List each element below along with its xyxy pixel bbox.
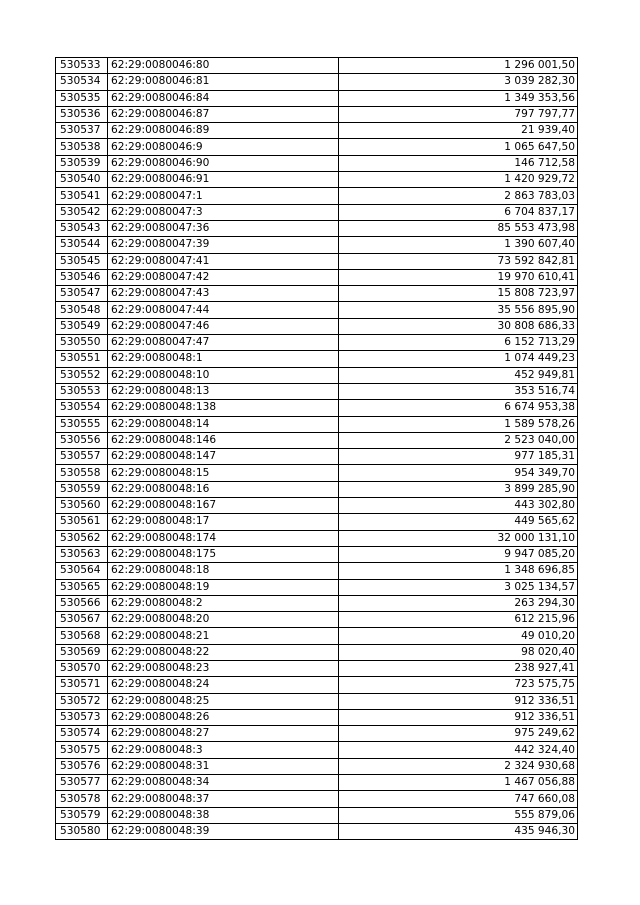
table-row xyxy=(56,791,578,807)
cadastral-value-cell: 6 152 713,29 xyxy=(339,335,578,351)
cadastral-value-cell: 449 565,62 xyxy=(339,514,578,530)
table-row xyxy=(56,726,578,742)
cadastral-number-cell: 62:29:0080048:25 xyxy=(108,693,339,709)
row-number-cell: 530544 xyxy=(56,237,108,253)
row-number-cell: 530572 xyxy=(56,693,108,709)
row-number-cell: 530568 xyxy=(56,628,108,644)
table-row xyxy=(56,139,578,155)
cadastral-value-cell: 238 927,41 xyxy=(339,660,578,676)
cadastral-value-cell: 1 589 578,26 xyxy=(339,416,578,432)
row-number-cell: 530539 xyxy=(56,155,108,171)
cadastral-number-cell: 62:29:0080046:80 xyxy=(108,58,339,74)
cadastral-number-cell: 62:29:0080048:10 xyxy=(108,367,339,383)
cadastral-value-cell: 9 947 085,20 xyxy=(339,546,578,562)
cadastral-value-cell: 1 074 449,23 xyxy=(339,351,578,367)
cadastral-value-cell: 85 553 473,98 xyxy=(339,220,578,236)
cadastral-value-cell: 975 249,62 xyxy=(339,726,578,742)
cadastral-value-cell: 32 000 131,10 xyxy=(339,530,578,546)
row-number-cell: 530543 xyxy=(56,220,108,236)
cadastral-value-cell: 1 467 056,88 xyxy=(339,775,578,791)
table-row xyxy=(56,58,578,74)
row-number-cell: 530559 xyxy=(56,481,108,497)
row-number-cell: 530551 xyxy=(56,351,108,367)
row-number-cell: 530553 xyxy=(56,383,108,399)
table-row xyxy=(56,123,578,139)
cadastral-number-cell: 62:29:0080047:3 xyxy=(108,204,339,220)
table-row xyxy=(56,383,578,399)
cadastral-number-cell: 62:29:0080048:23 xyxy=(108,660,339,676)
cadastral-number-cell: 62:29:0080048:17 xyxy=(108,514,339,530)
row-number-cell: 530558 xyxy=(56,465,108,481)
table-row xyxy=(56,400,578,416)
cadastral-number-cell: 62:29:0080048:3 xyxy=(108,742,339,758)
table-row xyxy=(56,693,578,709)
table-row xyxy=(56,677,578,693)
row-number-cell: 530545 xyxy=(56,253,108,269)
cadastral-value-cell: 30 808 686,33 xyxy=(339,318,578,334)
table-row xyxy=(56,155,578,171)
cadastral-number-cell: 62:29:0080048:16 xyxy=(108,481,339,497)
cadastral-value-cell: 21 939,40 xyxy=(339,123,578,139)
table-body xyxy=(56,58,578,840)
row-number-cell: 530566 xyxy=(56,595,108,611)
row-number-cell: 530560 xyxy=(56,498,108,514)
cadastral-value-cell: 146 712,58 xyxy=(339,155,578,171)
cadastral-number-cell: 62:29:0080048:38 xyxy=(108,807,339,823)
cadastral-value-cell: 1 349 353,56 xyxy=(339,90,578,106)
row-number-cell: 530570 xyxy=(56,660,108,676)
cadastral-number-cell: 62:29:0080047:1 xyxy=(108,188,339,204)
row-number-cell: 530547 xyxy=(56,286,108,302)
cadastral-value-cell: 723 575,75 xyxy=(339,677,578,693)
cadastral-number-cell: 62:29:0080048:1 xyxy=(108,351,339,367)
cadastral-number-cell: 62:29:0080048:19 xyxy=(108,579,339,595)
row-number-cell: 530564 xyxy=(56,563,108,579)
cadastral-number-cell: 62:29:0080047:47 xyxy=(108,335,339,351)
table-row xyxy=(56,286,578,302)
row-number-cell: 530546 xyxy=(56,269,108,285)
row-number-cell: 530533 xyxy=(56,58,108,74)
cadastral-value-cell: 747 660,08 xyxy=(339,791,578,807)
cadastral-value-cell: 1 348 696,85 xyxy=(339,563,578,579)
table-row xyxy=(56,237,578,253)
table-row xyxy=(56,90,578,106)
cadastral-number-cell: 62:29:0080048:15 xyxy=(108,465,339,481)
cadastral-value-cell: 6 674 953,38 xyxy=(339,400,578,416)
cadastral-value-cell: 1 296 001,50 xyxy=(339,58,578,74)
cadastral-value-cell: 1 065 647,50 xyxy=(339,139,578,155)
row-number-cell: 530573 xyxy=(56,709,108,725)
cadastral-value-cell: 452 949,81 xyxy=(339,367,578,383)
cadastral-value-cell: 442 324,40 xyxy=(339,742,578,758)
table-row xyxy=(56,758,578,774)
cadastral-number-cell: 62:29:0080048:22 xyxy=(108,644,339,660)
cadastral-number-cell: 62:29:0080047:42 xyxy=(108,269,339,285)
cadastral-number-cell: 62:29:0080048:21 xyxy=(108,628,339,644)
row-number-cell: 530555 xyxy=(56,416,108,432)
row-number-cell: 530554 xyxy=(56,400,108,416)
cadastral-number-cell: 62:29:0080048:175 xyxy=(108,546,339,562)
cadastral-number-cell: 62:29:0080048:34 xyxy=(108,775,339,791)
cadastral-value-cell: 3 899 285,90 xyxy=(339,481,578,497)
cadastral-value-cell: 954 349,70 xyxy=(339,465,578,481)
row-number-cell: 530549 xyxy=(56,318,108,334)
cadastral-value-cell: 3 039 282,30 xyxy=(339,74,578,90)
cadastral-number-cell: 62:29:0080048:146 xyxy=(108,432,339,448)
cadastral-number-cell: 62:29:0080048:138 xyxy=(108,400,339,416)
cadastral-number-cell: 62:29:0080046:87 xyxy=(108,106,339,122)
cadastral-number-cell: 62:29:0080048:37 xyxy=(108,791,339,807)
cadastral-value-cell: 2 523 040,00 xyxy=(339,432,578,448)
cadastral-number-cell: 62:29:0080048:27 xyxy=(108,726,339,742)
table-row xyxy=(56,188,578,204)
cadastral-value-table xyxy=(55,57,578,840)
table-row xyxy=(56,807,578,823)
row-number-cell: 530563 xyxy=(56,546,108,562)
row-number-cell: 530534 xyxy=(56,74,108,90)
table-row xyxy=(56,253,578,269)
cadastral-number-cell: 62:29:0080046:90 xyxy=(108,155,339,171)
cadastral-value-cell: 797 797,77 xyxy=(339,106,578,122)
table-row xyxy=(56,449,578,465)
cadastral-value-cell: 443 302,80 xyxy=(339,498,578,514)
table-row xyxy=(56,644,578,660)
cadastral-value-cell: 6 704 837,17 xyxy=(339,204,578,220)
table-row xyxy=(56,481,578,497)
row-number-cell: 530537 xyxy=(56,123,108,139)
cadastral-value-cell: 977 185,31 xyxy=(339,449,578,465)
cadastral-number-cell: 62:29:0080048:18 xyxy=(108,563,339,579)
row-number-cell: 530579 xyxy=(56,807,108,823)
cadastral-number-cell: 62:29:0080048:26 xyxy=(108,709,339,725)
cadastral-value-cell: 98 020,40 xyxy=(339,644,578,660)
cadastral-value-cell: 353 516,74 xyxy=(339,383,578,399)
table-row xyxy=(56,335,578,351)
table-row xyxy=(56,432,578,448)
cadastral-value-cell: 435 946,30 xyxy=(339,823,578,839)
table-row xyxy=(56,74,578,90)
cadastral-number-cell: 62:29:0080047:44 xyxy=(108,302,339,318)
cadastral-value-cell: 35 556 895,90 xyxy=(339,302,578,318)
cadastral-value-cell: 612 215,96 xyxy=(339,612,578,628)
row-number-cell: 530575 xyxy=(56,742,108,758)
row-number-cell: 530540 xyxy=(56,172,108,188)
cadastral-number-cell: 62:29:0080046:9 xyxy=(108,139,339,155)
cadastral-number-cell: 62:29:0080047:36 xyxy=(108,220,339,236)
row-number-cell: 530542 xyxy=(56,204,108,220)
cadastral-value-cell: 1 390 607,40 xyxy=(339,237,578,253)
table-row xyxy=(56,530,578,546)
table-row xyxy=(56,367,578,383)
row-number-cell: 530576 xyxy=(56,758,108,774)
row-number-cell: 530578 xyxy=(56,791,108,807)
table-row xyxy=(56,220,578,236)
table-row xyxy=(56,660,578,676)
table-row xyxy=(56,351,578,367)
cadastral-value-cell: 1 420 929,72 xyxy=(339,172,578,188)
table-row xyxy=(56,709,578,725)
row-number-cell: 530571 xyxy=(56,677,108,693)
row-number-cell: 530541 xyxy=(56,188,108,204)
table-row xyxy=(56,318,578,334)
table-row xyxy=(56,204,578,220)
row-number-cell: 530569 xyxy=(56,644,108,660)
cadastral-value-cell: 555 879,06 xyxy=(339,807,578,823)
cadastral-number-cell: 62:29:0080048:31 xyxy=(108,758,339,774)
row-number-cell: 530577 xyxy=(56,775,108,791)
cadastral-value-cell: 15 808 723,97 xyxy=(339,286,578,302)
cadastral-value-cell: 49 010,20 xyxy=(339,628,578,644)
row-number-cell: 530565 xyxy=(56,579,108,595)
cadastral-number-cell: 62:29:0080048:39 xyxy=(108,823,339,839)
cadastral-value-cell: 73 592 842,81 xyxy=(339,253,578,269)
row-number-cell: 530535 xyxy=(56,90,108,106)
table-row xyxy=(56,172,578,188)
cadastral-number-cell: 62:29:0080048:2 xyxy=(108,595,339,611)
cadastral-number-cell: 62:29:0080048:24 xyxy=(108,677,339,693)
cadastral-number-cell: 62:29:0080047:39 xyxy=(108,237,339,253)
cadastral-value-cell: 912 336,51 xyxy=(339,693,578,709)
table-row xyxy=(56,416,578,432)
table-row xyxy=(56,742,578,758)
cadastral-number-cell: 62:29:0080046:91 xyxy=(108,172,339,188)
row-number-cell: 530580 xyxy=(56,823,108,839)
cadastral-number-cell: 62:29:0080048:13 xyxy=(108,383,339,399)
table-row xyxy=(56,563,578,579)
table-row xyxy=(56,823,578,839)
row-number-cell: 530562 xyxy=(56,530,108,546)
table-row xyxy=(56,465,578,481)
cadastral-number-cell: 62:29:0080048:167 xyxy=(108,498,339,514)
cadastral-value-cell: 912 336,51 xyxy=(339,709,578,725)
cadastral-number-cell: 62:29:0080047:46 xyxy=(108,318,339,334)
table-row xyxy=(56,595,578,611)
cadastral-value-cell: 3 025 134,57 xyxy=(339,579,578,595)
cadastral-number-cell: 62:29:0080047:41 xyxy=(108,253,339,269)
row-number-cell: 530567 xyxy=(56,612,108,628)
table-row xyxy=(56,269,578,285)
row-number-cell: 530557 xyxy=(56,449,108,465)
row-number-cell: 530548 xyxy=(56,302,108,318)
table-row xyxy=(56,612,578,628)
cadastral-number-cell: 62:29:0080048:174 xyxy=(108,530,339,546)
cadastral-number-cell: 62:29:0080046:81 xyxy=(108,74,339,90)
table-row xyxy=(56,514,578,530)
row-number-cell: 530556 xyxy=(56,432,108,448)
row-number-cell: 530552 xyxy=(56,367,108,383)
table-row xyxy=(56,106,578,122)
row-number-cell: 530561 xyxy=(56,514,108,530)
cadastral-number-cell: 62:29:0080048:147 xyxy=(108,449,339,465)
table-row xyxy=(56,546,578,562)
cadastral-value-cell: 19 970 610,41 xyxy=(339,269,578,285)
row-number-cell: 530550 xyxy=(56,335,108,351)
cadastral-value-cell: 2 863 783,03 xyxy=(339,188,578,204)
cadastral-number-cell: 62:29:0080046:84 xyxy=(108,90,339,106)
row-number-cell: 530536 xyxy=(56,106,108,122)
table-row xyxy=(56,628,578,644)
table-row xyxy=(56,775,578,791)
cadastral-number-cell: 62:29:0080048:14 xyxy=(108,416,339,432)
cadastral-number-cell: 62:29:0080047:43 xyxy=(108,286,339,302)
cadastral-value-cell: 263 294,30 xyxy=(339,595,578,611)
cadastral-value-cell: 2 324 930,68 xyxy=(339,758,578,774)
table-row xyxy=(56,498,578,514)
cadastral-number-cell: 62:29:0080046:89 xyxy=(108,123,339,139)
row-number-cell: 530538 xyxy=(56,139,108,155)
row-number-cell: 530574 xyxy=(56,726,108,742)
table-row xyxy=(56,579,578,595)
cadastral-number-cell: 62:29:0080048:20 xyxy=(108,612,339,628)
table-row xyxy=(56,302,578,318)
